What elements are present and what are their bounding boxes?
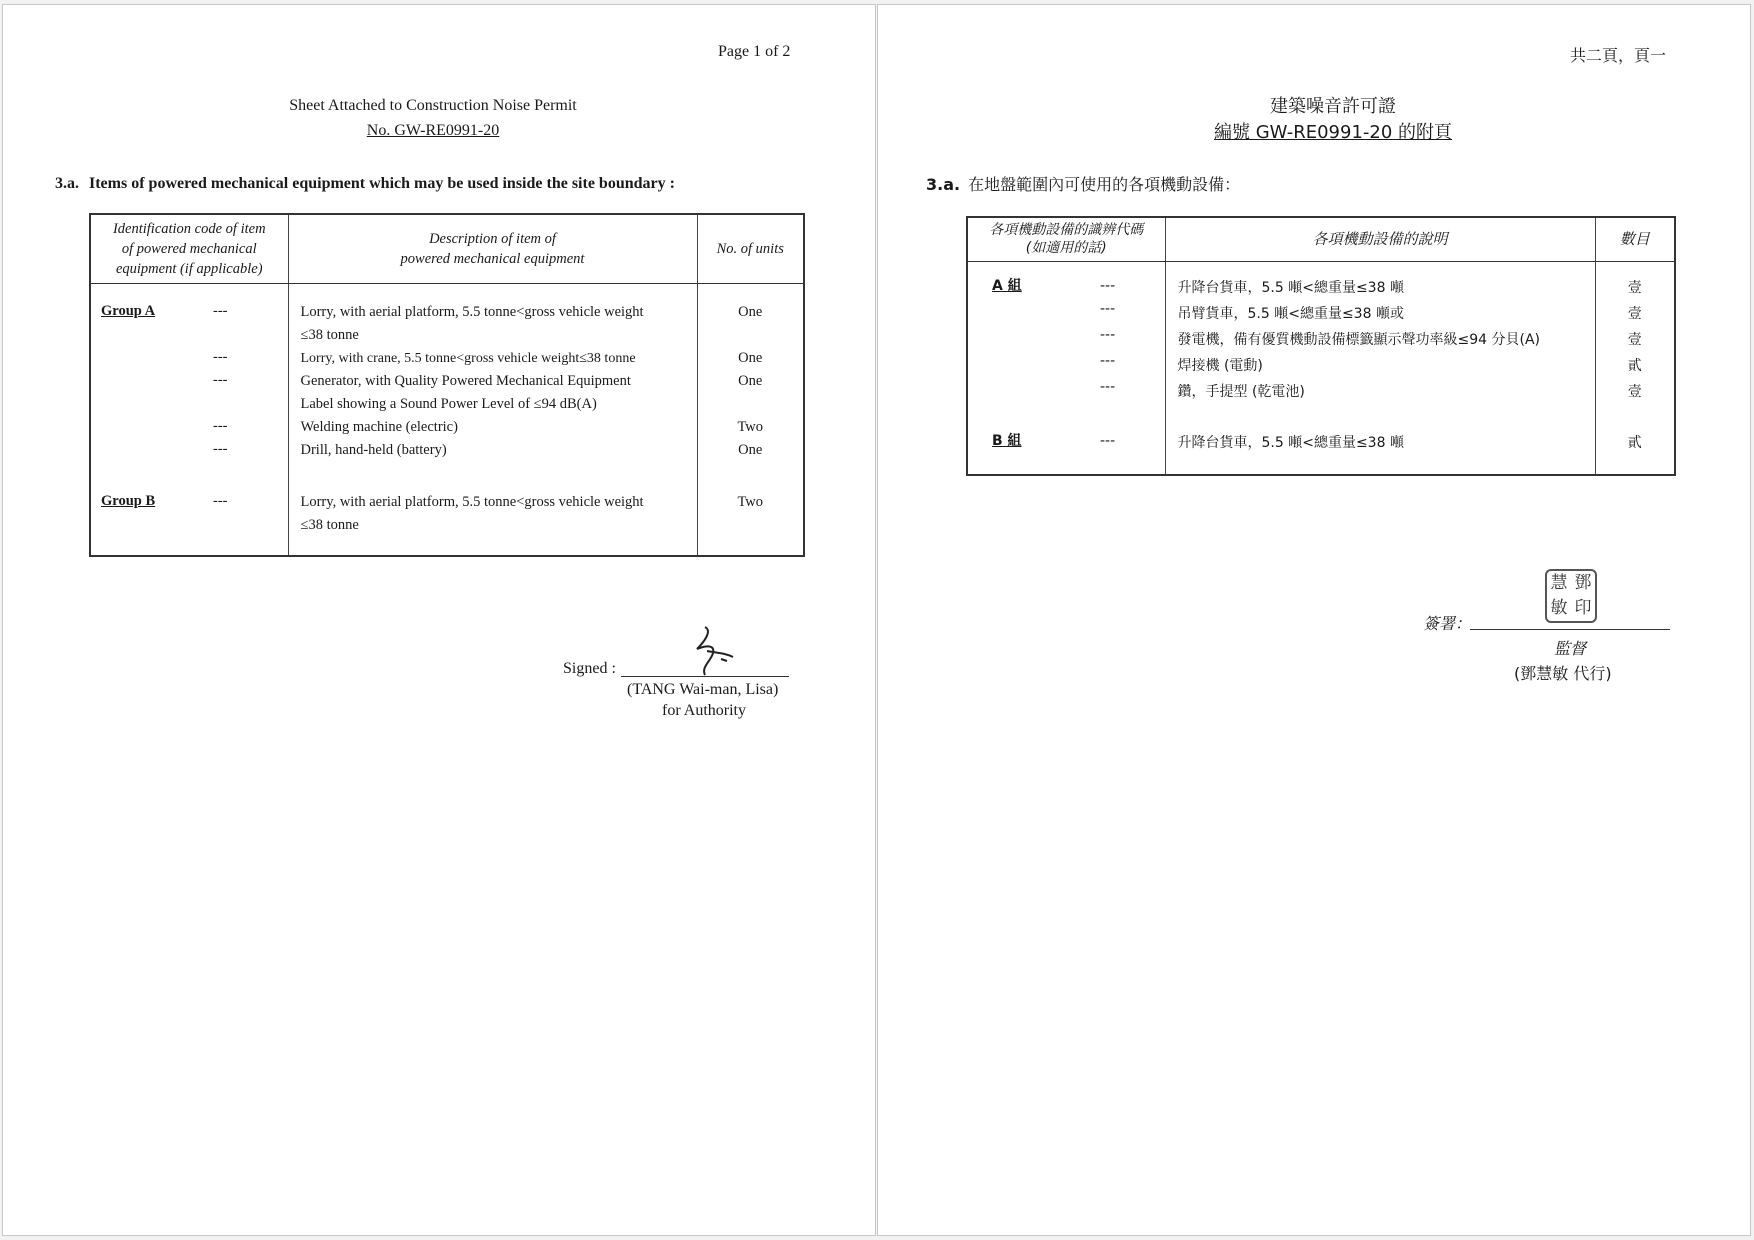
desc-a4: Welding machine (electric) — [300, 419, 458, 435]
desc-zh-b1: 升降台貨車，5.5 噸<總重量≤38 噸 — [1177, 434, 1404, 451]
signatory-name: (TANG Wai-man, Lisa) — [627, 681, 779, 698]
dash-a3: --- — [213, 372, 228, 388]
section-number: 3.a. — [55, 175, 79, 192]
header-code-line2-zh: (如適用的話) — [1025, 240, 1107, 257]
units-zh-b1: 貳 — [1627, 434, 1642, 451]
for-authority: for Authority — [662, 702, 746, 719]
header-desc-line2: powered mechanical equipment — [400, 251, 585, 267]
desc-a1-line1: Lorry, with aerial platform, 5.5 tonne<gross vehicle weight — [300, 304, 644, 320]
header-identification-code-zh — [967, 217, 1165, 261]
units-a4: Two — [737, 419, 764, 435]
desc-zh-a2: 吊臂貨車，5.5 噸<總重量≤38 噸或 — [1177, 305, 1404, 322]
header-code-line1-zh: 各項機動設備的識辨代碼 — [989, 222, 1144, 239]
header-units-zh: 數目 — [1595, 217, 1675, 261]
document-title-zh: 建築噪音許可證 — [1270, 96, 1396, 117]
desc-zh-a5: 鑽，手提型 (乾電池) — [1177, 383, 1305, 400]
group-a-label: Group A — [101, 303, 156, 319]
name-seal-stamp — [1545, 569, 1597, 623]
desc-zh-a1: 升降台貨車，5.5 噸<總重量≤38 噸 — [1177, 279, 1404, 296]
units-cell-zh — [1595, 261, 1675, 475]
desc-b1-line2: ≤38 tonne — [300, 517, 359, 533]
page-number-zh: 共二頁，頁一 — [1570, 46, 1667, 65]
units-zh-a1: 壹 — [1627, 279, 1642, 296]
stamp-char-3: 敏 — [1550, 598, 1568, 618]
units-zh-a2: 壹 — [1627, 305, 1642, 322]
group-b-label: Group B — [101, 493, 156, 509]
group-a-row — [101, 303, 288, 326]
signatory-name-zh: (鄧慧敏 代行) — [1514, 664, 1612, 683]
signed-label-zh: 簽署： — [1423, 614, 1472, 633]
group-b-row — [101, 493, 288, 516]
document-title: Sheet Attached to Construction Noise Permit — [289, 97, 577, 114]
section-number-zh: 3.a. — [926, 175, 961, 194]
chinese-page — [877, 4, 1751, 1236]
signed-label: Signed : — [563, 660, 616, 677]
desc-a3-line1: Generator, with Quality Powered Mechanical Equipment — [300, 373, 631, 389]
dash-a5: --- — [213, 441, 228, 457]
units-cell — [697, 284, 804, 557]
english-page — [2, 4, 876, 1236]
header-description-zh: 各項機動設備的說明 — [1165, 217, 1595, 261]
dash-zh-a3: --- — [1100, 326, 1116, 343]
units-zh-a4: 貳 — [1627, 357, 1642, 374]
equipment-table-zh — [966, 216, 1676, 476]
codes-cell-zh — [967, 261, 1165, 475]
units-zh-a3: 壹 — [1627, 331, 1642, 348]
dash-zh-a1: --- — [1100, 277, 1116, 294]
section-heading — [55, 175, 675, 193]
header-code-line3: equipment (if applicable) — [115, 261, 263, 277]
header-code-line2: of powered mechanical — [121, 241, 257, 257]
dash-a2: --- — [213, 349, 228, 365]
desc-a2: Lorry, with crane, 5.5 tonne<gross vehicle weight≤38 tonne — [300, 351, 636, 366]
permit-number: No. GW-RE0991-20 — [366, 122, 500, 139]
equipment-table — [89, 213, 805, 557]
units-a2: One — [738, 350, 763, 366]
header-identification-code — [90, 214, 288, 284]
desc-a1-line2: ≤38 tonne — [300, 327, 359, 343]
desc-zh-a4: 焊接機 (電動) — [1177, 357, 1263, 374]
section-title: Items of powered mechanical equipment which may be used inside the site boundary : — [89, 175, 675, 192]
units-a5: One — [738, 442, 763, 458]
units-b1: Two — [737, 494, 764, 510]
stamp-char-1: 慧 — [1550, 573, 1568, 593]
dash-zh-a5: --- — [1100, 378, 1116, 395]
dash-zh-a2: --- — [1100, 300, 1116, 317]
section-heading-zh — [926, 172, 1240, 195]
dash-a1: --- — [213, 303, 228, 319]
group-a-label-zh: A 組 — [992, 277, 1022, 294]
handwritten-signature — [683, 623, 753, 679]
units-a1: One — [738, 304, 763, 320]
section-title-zh: 在地盤範圍內可使用的各項機動設備： — [968, 175, 1241, 194]
units-zh-a5: 壹 — [1627, 383, 1642, 400]
desc-a5: Drill, hand-held (battery) — [300, 442, 447, 458]
desc-b1-line1: Lorry, with aerial platform, 5.5 tonne<gross vehicle weight — [300, 494, 644, 510]
permit-number-zh: 編號 GW-RE0991-20 的附頁 — [1213, 122, 1453, 143]
units-a3: One — [738, 373, 763, 389]
page-number: Page 1 of 2 — [718, 43, 791, 60]
dash-a4: --- — [213, 418, 228, 434]
dash-b1: --- — [213, 493, 228, 509]
dash-zh-b1: --- — [1100, 432, 1116, 449]
header-units: No. of units — [697, 214, 804, 284]
desc-a3-line2: Label showing a Sound Power Level of ≤94 dB(A) — [300, 396, 597, 412]
header-desc-line1: Description of item of — [429, 231, 556, 247]
header-code-line1: Identification code of item — [112, 221, 266, 237]
dash-zh-a4: --- — [1100, 352, 1116, 369]
stamp-char-4: 印 — [1574, 598, 1592, 618]
role-label-zh: 監督 — [1554, 639, 1587, 658]
stamp-char-2: 鄧 — [1574, 573, 1592, 593]
signature-line-zh — [1470, 629, 1670, 630]
descriptions-cell — [288, 284, 697, 557]
descriptions-cell-zh — [1165, 261, 1595, 475]
group-b-label-zh: B 組 — [992, 432, 1022, 449]
header-description — [288, 214, 697, 284]
codes-cell — [90, 284, 288, 557]
desc-zh-a3: 發電機，備有優質機動設備標籤顯示聲功率級≤94 分貝(A) — [1177, 331, 1540, 348]
